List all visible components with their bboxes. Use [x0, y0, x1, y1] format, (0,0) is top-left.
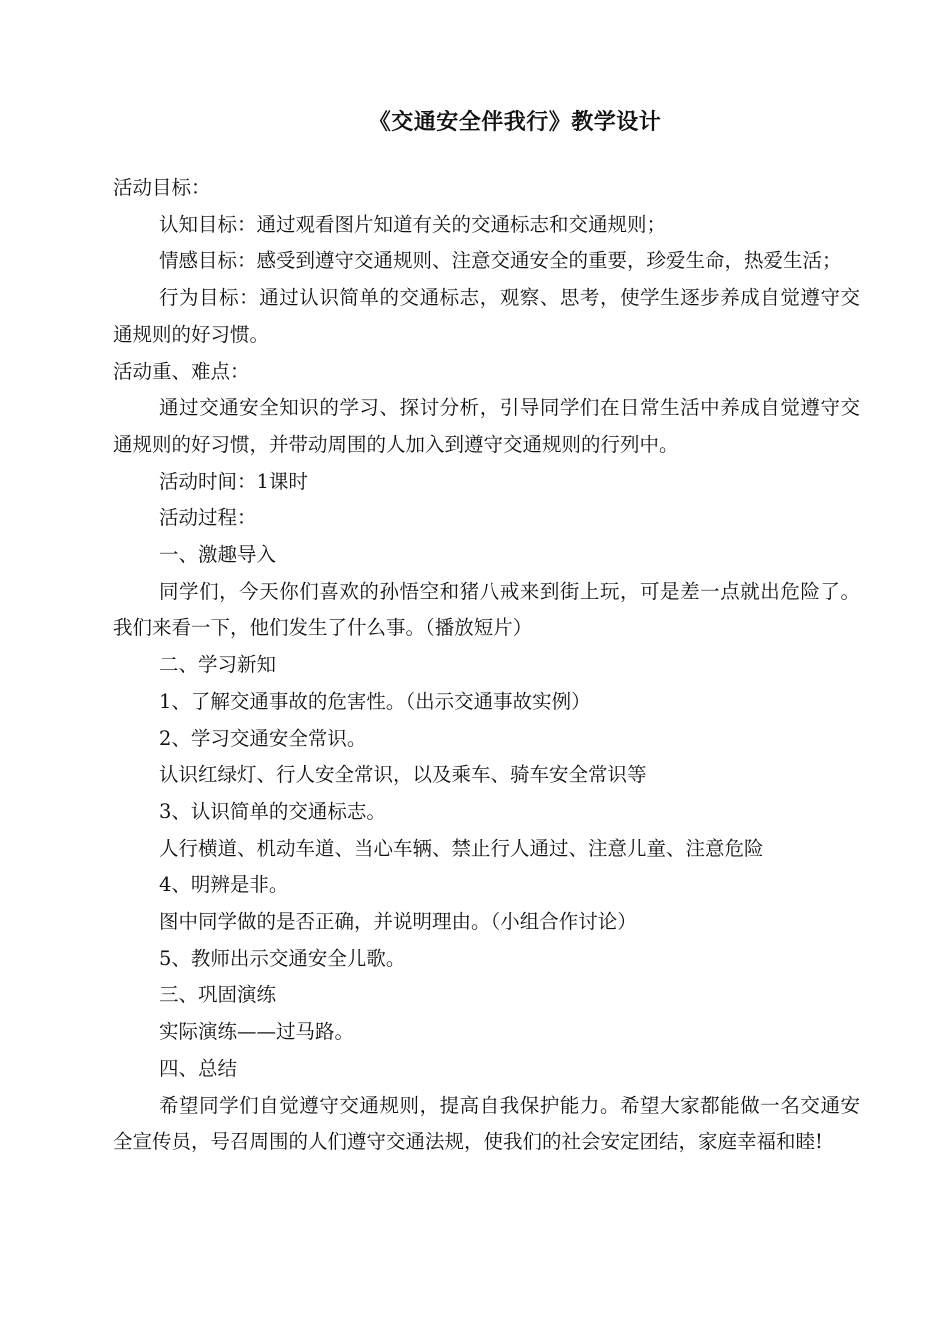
list-item-5: 5、教师出示交通安全儿歌。 — [159, 946, 406, 970]
heading-activity-goals: 活动目标： — [113, 176, 211, 199]
paragraph-key-points: 通过交通安全知识的学习、探讨分析，引导同学们在日常生活中养成自觉遵守交通规则的好习惯，并带动周围的人加入到遵守交通规则的行列中。 — [113, 396, 860, 456]
section-heading-new-knowledge: 二、学习新知 — [159, 653, 277, 677]
list-item-3: 3、认识简单的交通标志。 — [159, 799, 386, 823]
list-item-1: 1、了解交通事故的危害性。（出示交通事故实例） — [159, 689, 591, 713]
document-title: 《交通安全伴我行》教学设计 — [368, 109, 662, 135]
paragraph-cognitive-goal: 认知目标：通过观看图片知道有关的交通标志和交通规则； — [159, 212, 667, 236]
heading-key-points: 活动重、难点： — [113, 359, 250, 383]
paragraph-summary: 希望同学们自觉遵守交通规则，提高自我保护能力。希望大家都能做一名交通安全宣传员，号召周围的人们遵守交通法规，使我们的社会安定团结，家庭幸福和睦! — [113, 1093, 860, 1154]
section-heading-summary: 四、总结 — [159, 1056, 238, 1080]
paragraph-activity-process: 活动过程： — [159, 506, 257, 530]
list-item-2: 2、学习交通安全常识。 — [159, 726, 367, 750]
section-heading-practice: 三、巩固演练 — [159, 983, 277, 1007]
document-body — [113, 170, 860, 1161]
paragraph-safety-knowledge: 认识红绿灯、行人安全常识，以及乘车、骑车安全常识等 — [159, 763, 647, 787]
paragraph-intro: 同学们，今天你们喜欢的孙悟空和猪八戒来到街上玩，可是差一点就出危险了。我们来看一下，他们发生了什么事。（播放短片） — [113, 579, 860, 640]
paragraph-emotional-goal: 情感目标：感受到遵守交通规则、注意交通安全的重要，珍爱生命，热爱生活； — [159, 249, 842, 273]
paragraph-traffic-signs: 人行横道、机动车道、当心车辆、禁止行人通过、注意儿童、注意危险 — [159, 836, 764, 860]
paragraph-practice: 实际演练——过马路。 — [159, 1020, 355, 1044]
paragraph-activity-time: 活动时间：1课时 — [159, 469, 308, 493]
paragraph-behavior-goal: 行为目标：通过认识简单的交通标志，观察、思考，使学生逐步养成自觉遵守交通规则的好习惯。 — [113, 286, 860, 346]
list-item-4: 4、明辨是非。 — [159, 873, 289, 897]
paragraph-discussion: 图中同学做的是否正确，并说明理由。（小组合作讨论） — [159, 910, 637, 934]
section-heading-intro: 一、激趣导入 — [159, 543, 277, 567]
